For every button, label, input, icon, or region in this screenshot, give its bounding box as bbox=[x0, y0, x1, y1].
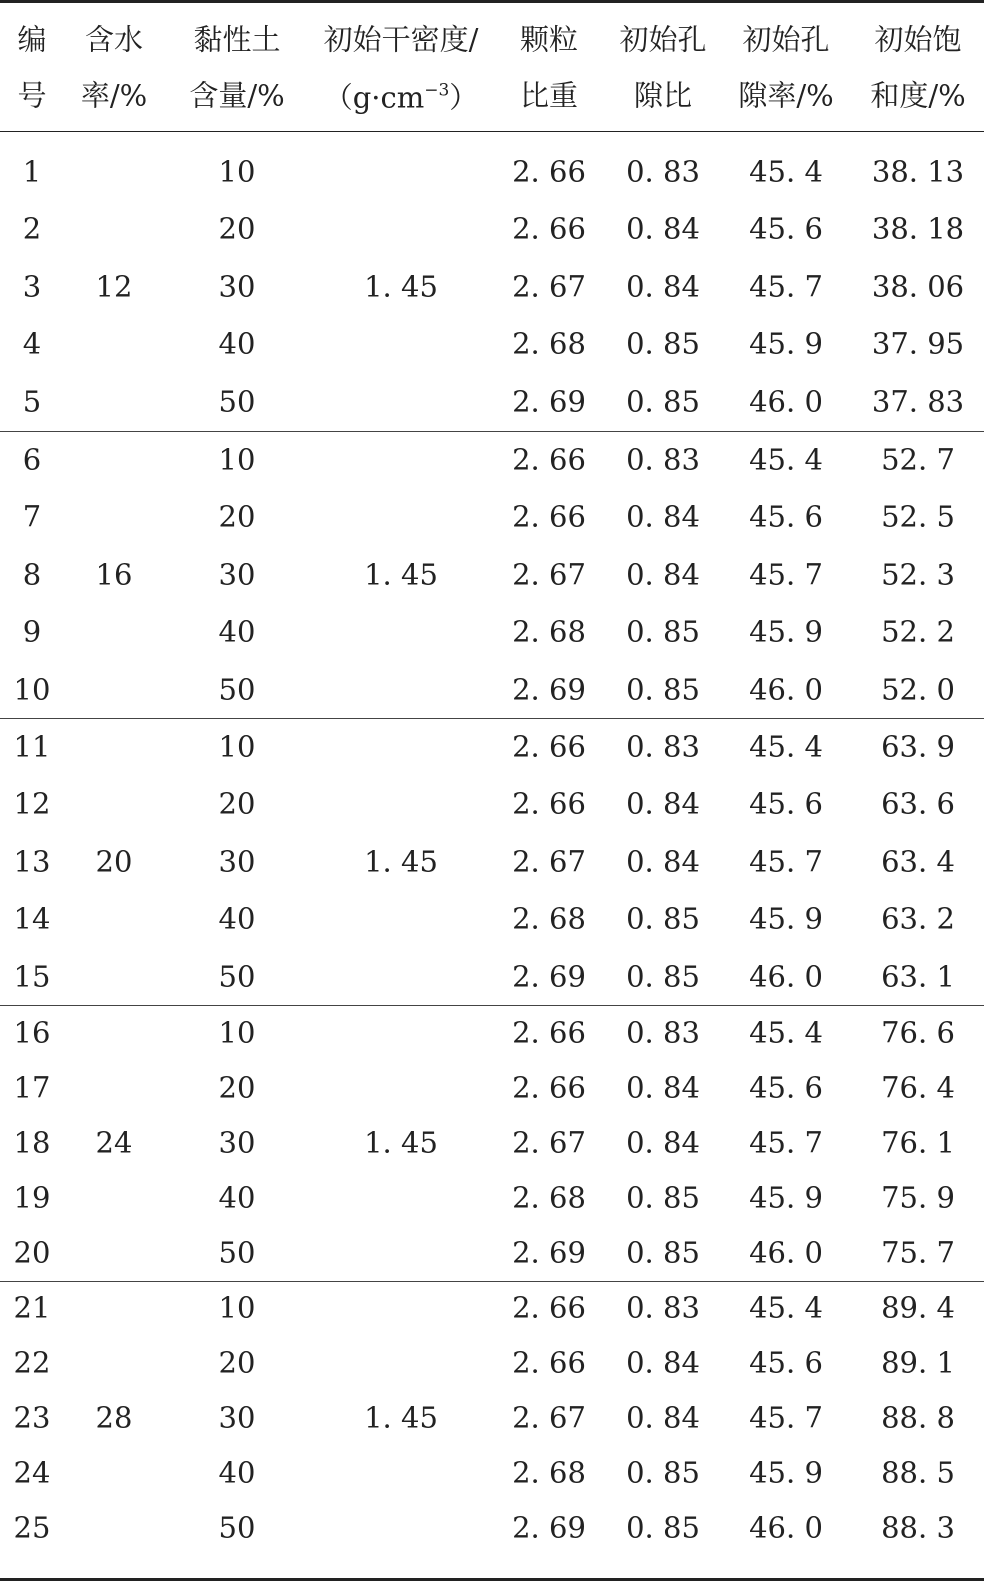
cell-dry-density: 1. 45 bbox=[364, 1400, 438, 1435]
cell-saturation: 76. 4 bbox=[881, 1070, 955, 1104]
cell-specific-gravity: 2. 68 bbox=[512, 326, 586, 361]
cell-porosity: 45. 4 bbox=[749, 1290, 823, 1325]
cell-dry-density: 1. 45 bbox=[364, 557, 438, 592]
cell-id: 18 bbox=[13, 1125, 51, 1159]
cell-id: 10 bbox=[13, 672, 51, 707]
cell-saturation: 52. 3 bbox=[881, 557, 955, 592]
cell-specific-gravity: 2. 68 bbox=[512, 1180, 586, 1214]
cell-id: 3 bbox=[22, 269, 42, 304]
cell-id: 11 bbox=[13, 729, 51, 764]
header-void-ratio-line1: 初始孔 bbox=[619, 22, 707, 57]
cell-saturation: 63. 9 bbox=[881, 729, 955, 764]
cell-porosity: 45. 9 bbox=[749, 1455, 823, 1490]
cell-water-content: 28 bbox=[95, 1400, 133, 1435]
cell-saturation: 37. 95 bbox=[871, 326, 965, 361]
cell-porosity: 45. 6 bbox=[749, 1345, 823, 1380]
cell-specific-gravity: 2. 66 bbox=[512, 211, 586, 246]
cell-id: 25 bbox=[13, 1510, 51, 1545]
header-porosity-line1: 初始孔 bbox=[742, 22, 830, 57]
header-dry-density-line1: 初始干密度/ bbox=[323, 22, 479, 57]
cell-id: 23 bbox=[13, 1400, 51, 1435]
cell-id: 14 bbox=[13, 901, 51, 936]
cell-void-ratio: 0. 83 bbox=[626, 1290, 700, 1325]
cell-id: 24 bbox=[13, 1455, 51, 1490]
cell-clay-content: 40 bbox=[218, 326, 256, 361]
cell-clay-content: 50 bbox=[218, 959, 256, 994]
cell-dry-density: 1. 45 bbox=[364, 844, 438, 879]
cell-porosity: 45. 7 bbox=[749, 557, 823, 592]
cell-void-ratio: 0. 83 bbox=[626, 729, 700, 764]
cell-specific-gravity: 2. 67 bbox=[512, 269, 586, 304]
header-specific-gravity-line2: 比重 bbox=[519, 78, 579, 113]
cell-saturation: 75. 7 bbox=[881, 1235, 955, 1269]
cell-id: 1 bbox=[22, 154, 42, 189]
cell-porosity: 46. 0 bbox=[749, 672, 823, 707]
cell-void-ratio: 0. 85 bbox=[626, 614, 700, 649]
cell-void-ratio: 0. 83 bbox=[626, 154, 700, 189]
cell-clay-content: 20 bbox=[218, 786, 256, 821]
cell-void-ratio: 0. 83 bbox=[626, 1015, 700, 1049]
header-specific-gravity-line1: 颗粒 bbox=[519, 22, 579, 57]
cell-porosity: 45. 6 bbox=[749, 211, 823, 246]
cell-void-ratio: 0. 84 bbox=[626, 1070, 700, 1104]
header-clay-content-line2: 含量/% bbox=[189, 78, 285, 113]
cell-specific-gravity: 2. 69 bbox=[512, 1235, 586, 1269]
cell-porosity: 46. 0 bbox=[749, 384, 823, 419]
cell-void-ratio: 0. 85 bbox=[626, 1455, 700, 1490]
cell-porosity: 45. 6 bbox=[749, 1070, 823, 1104]
cell-void-ratio: 0. 83 bbox=[626, 442, 700, 477]
cell-specific-gravity: 2. 68 bbox=[512, 901, 586, 936]
cell-porosity: 45. 7 bbox=[749, 1400, 823, 1435]
cell-id: 8 bbox=[22, 557, 42, 592]
header-water-content-line1: 含水 bbox=[84, 22, 144, 57]
cell-void-ratio: 0. 84 bbox=[626, 1125, 700, 1159]
cell-id: 5 bbox=[22, 384, 42, 419]
cell-porosity: 45. 9 bbox=[749, 326, 823, 361]
cell-saturation: 37. 83 bbox=[871, 384, 965, 419]
cell-id: 21 bbox=[13, 1290, 51, 1325]
cell-id: 6 bbox=[22, 442, 42, 477]
cell-saturation: 52. 7 bbox=[881, 442, 955, 477]
cell-clay-content: 30 bbox=[218, 844, 256, 879]
cell-porosity: 45. 4 bbox=[749, 154, 823, 189]
cell-saturation: 89. 4 bbox=[881, 1290, 955, 1325]
cell-id: 15 bbox=[13, 959, 51, 994]
cell-clay-content: 50 bbox=[218, 672, 256, 707]
cell-porosity: 45. 4 bbox=[749, 442, 823, 477]
cell-porosity: 45. 9 bbox=[749, 901, 823, 936]
header-dry-density-line2 bbox=[323, 80, 479, 115]
cell-specific-gravity: 2. 67 bbox=[512, 1400, 586, 1435]
cell-clay-content: 20 bbox=[218, 211, 256, 246]
cell-porosity: 45. 9 bbox=[749, 614, 823, 649]
cell-specific-gravity: 2. 66 bbox=[512, 1015, 586, 1049]
header-porosity-line2: 隙率/% bbox=[738, 78, 834, 113]
header-clay-content-line1: 黏性土 bbox=[193, 22, 281, 57]
cell-clay-content: 40 bbox=[218, 1455, 256, 1490]
cell-id: 2 bbox=[22, 211, 42, 246]
cell-specific-gravity: 2. 69 bbox=[512, 384, 586, 419]
cell-void-ratio: 0. 84 bbox=[626, 1400, 700, 1435]
cell-clay-content: 40 bbox=[218, 1180, 256, 1214]
cell-saturation: 63. 2 bbox=[881, 901, 955, 936]
header-void-ratio-line2: 隙比 bbox=[633, 78, 693, 113]
cell-specific-gravity: 2. 69 bbox=[512, 672, 586, 707]
cell-water-content: 24 bbox=[95, 1125, 133, 1159]
cell-saturation: 38. 18 bbox=[871, 211, 965, 246]
header-id-line1: 编 bbox=[17, 22, 47, 57]
cell-clay-content: 20 bbox=[218, 1345, 256, 1380]
cell-id: 4 bbox=[22, 326, 42, 361]
cell-void-ratio: 0. 85 bbox=[626, 1235, 700, 1269]
cell-saturation: 63. 6 bbox=[881, 786, 955, 821]
header-water-content-line2: 率/% bbox=[80, 78, 148, 113]
cell-specific-gravity: 2. 69 bbox=[512, 959, 586, 994]
cell-void-ratio: 0. 84 bbox=[626, 269, 700, 304]
cell-porosity: 45. 6 bbox=[749, 786, 823, 821]
cell-saturation: 89. 1 bbox=[881, 1345, 955, 1380]
cell-id: 19 bbox=[13, 1180, 51, 1214]
cell-specific-gravity: 2. 66 bbox=[512, 1345, 586, 1380]
cell-saturation: 38. 06 bbox=[871, 269, 965, 304]
cell-void-ratio: 0. 85 bbox=[626, 672, 700, 707]
cell-clay-content: 40 bbox=[218, 901, 256, 936]
cell-clay-content: 50 bbox=[218, 1510, 256, 1545]
cell-specific-gravity: 2. 66 bbox=[512, 786, 586, 821]
group-divider bbox=[0, 1281, 984, 1282]
cell-id: 17 bbox=[13, 1070, 51, 1104]
group-divider bbox=[0, 718, 984, 719]
cell-clay-content: 30 bbox=[218, 269, 256, 304]
cell-porosity: 46. 0 bbox=[749, 1510, 823, 1545]
cell-specific-gravity: 2. 69 bbox=[512, 1510, 586, 1545]
cell-void-ratio: 0. 84 bbox=[626, 1345, 700, 1380]
cell-void-ratio: 0. 84 bbox=[626, 211, 700, 246]
cell-porosity: 45. 7 bbox=[749, 844, 823, 879]
cell-clay-content: 50 bbox=[218, 384, 256, 419]
header-saturation-line1: 初始饱 bbox=[874, 22, 962, 57]
cell-saturation: 52. 0 bbox=[881, 672, 955, 707]
cell-void-ratio: 0. 84 bbox=[626, 844, 700, 879]
cell-water-content: 12 bbox=[95, 269, 133, 304]
cell-specific-gravity: 2. 66 bbox=[512, 1070, 586, 1104]
header-rule bbox=[0, 131, 984, 132]
cell-porosity: 46. 0 bbox=[749, 959, 823, 994]
header-dry-density-exponent: −3 bbox=[424, 80, 450, 101]
cell-clay-content: 20 bbox=[218, 1070, 256, 1104]
header-id-line2: 号 bbox=[17, 78, 47, 113]
cell-porosity: 45. 4 bbox=[749, 729, 823, 764]
cell-id: 16 bbox=[13, 1015, 51, 1049]
cell-saturation: 88. 5 bbox=[881, 1455, 955, 1490]
cell-id: 22 bbox=[13, 1345, 51, 1380]
cell-specific-gravity: 2. 67 bbox=[512, 1125, 586, 1159]
cell-saturation: 88. 3 bbox=[881, 1510, 955, 1545]
cell-specific-gravity: 2. 66 bbox=[512, 442, 586, 477]
cell-clay-content: 50 bbox=[218, 1235, 256, 1269]
table-bottom-rule bbox=[0, 1578, 984, 1581]
group-divider bbox=[0, 431, 984, 432]
cell-void-ratio: 0. 84 bbox=[626, 557, 700, 592]
cell-clay-content: 10 bbox=[218, 442, 256, 477]
cell-void-ratio: 0. 84 bbox=[626, 786, 700, 821]
cell-clay-content: 30 bbox=[218, 557, 256, 592]
cell-porosity: 45. 6 bbox=[749, 499, 823, 534]
cell-saturation: 75. 9 bbox=[881, 1180, 955, 1214]
cell-void-ratio: 0. 85 bbox=[626, 959, 700, 994]
cell-dry-density: 1. 45 bbox=[364, 269, 438, 304]
cell-specific-gravity: 2. 68 bbox=[512, 1455, 586, 1490]
cell-saturation: 52. 5 bbox=[881, 499, 955, 534]
cell-saturation: 76. 6 bbox=[881, 1015, 955, 1049]
cell-specific-gravity: 2. 67 bbox=[512, 844, 586, 879]
cell-id: 7 bbox=[22, 499, 42, 534]
cell-saturation: 63. 4 bbox=[881, 844, 955, 879]
cell-specific-gravity: 2. 66 bbox=[512, 154, 586, 189]
cell-clay-content: 30 bbox=[218, 1400, 256, 1435]
cell-clay-content: 30 bbox=[218, 1125, 256, 1159]
cell-void-ratio: 0. 85 bbox=[626, 384, 700, 419]
cell-clay-content: 10 bbox=[218, 1015, 256, 1049]
header-dry-density-unit: （g·cm bbox=[323, 80, 425, 115]
cell-saturation: 76. 1 bbox=[881, 1125, 955, 1159]
cell-specific-gravity: 2. 66 bbox=[512, 1290, 586, 1325]
cell-id: 12 bbox=[13, 786, 51, 821]
cell-id: 20 bbox=[13, 1235, 51, 1269]
cell-id: 9 bbox=[22, 614, 42, 649]
cell-void-ratio: 0. 84 bbox=[626, 499, 700, 534]
cell-id: 13 bbox=[13, 844, 51, 879]
cell-porosity: 46. 0 bbox=[749, 1235, 823, 1269]
cell-specific-gravity: 2. 66 bbox=[512, 729, 586, 764]
cell-saturation: 88. 8 bbox=[881, 1400, 955, 1435]
cell-specific-gravity: 2. 68 bbox=[512, 614, 586, 649]
cell-specific-gravity: 2. 66 bbox=[512, 499, 586, 534]
cell-clay-content: 10 bbox=[218, 1290, 256, 1325]
cell-clay-content: 40 bbox=[218, 614, 256, 649]
cell-void-ratio: 0. 85 bbox=[626, 901, 700, 936]
cell-porosity: 45. 7 bbox=[749, 269, 823, 304]
cell-clay-content: 10 bbox=[218, 729, 256, 764]
cell-water-content: 16 bbox=[95, 557, 133, 592]
cell-dry-density: 1. 45 bbox=[364, 1125, 438, 1159]
group-divider bbox=[0, 1005, 984, 1006]
cell-clay-content: 20 bbox=[218, 499, 256, 534]
cell-void-ratio: 0. 85 bbox=[626, 1510, 700, 1545]
cell-specific-gravity: 2. 67 bbox=[512, 557, 586, 592]
cell-saturation: 63. 1 bbox=[881, 959, 955, 994]
cell-porosity: 45. 9 bbox=[749, 1180, 823, 1214]
table-top-rule bbox=[0, 0, 984, 3]
cell-water-content: 20 bbox=[95, 844, 133, 879]
cell-porosity: 45. 4 bbox=[749, 1015, 823, 1049]
cell-void-ratio: 0. 85 bbox=[626, 326, 700, 361]
cell-saturation: 52. 2 bbox=[881, 614, 955, 649]
header-saturation-line2: 和度/% bbox=[870, 78, 966, 113]
cell-porosity: 45. 7 bbox=[749, 1125, 823, 1159]
cell-clay-content: 10 bbox=[218, 154, 256, 189]
cell-void-ratio: 0. 85 bbox=[626, 1180, 700, 1214]
cell-saturation: 38. 13 bbox=[871, 154, 965, 189]
header-dry-density-close: ） bbox=[449, 80, 479, 115]
